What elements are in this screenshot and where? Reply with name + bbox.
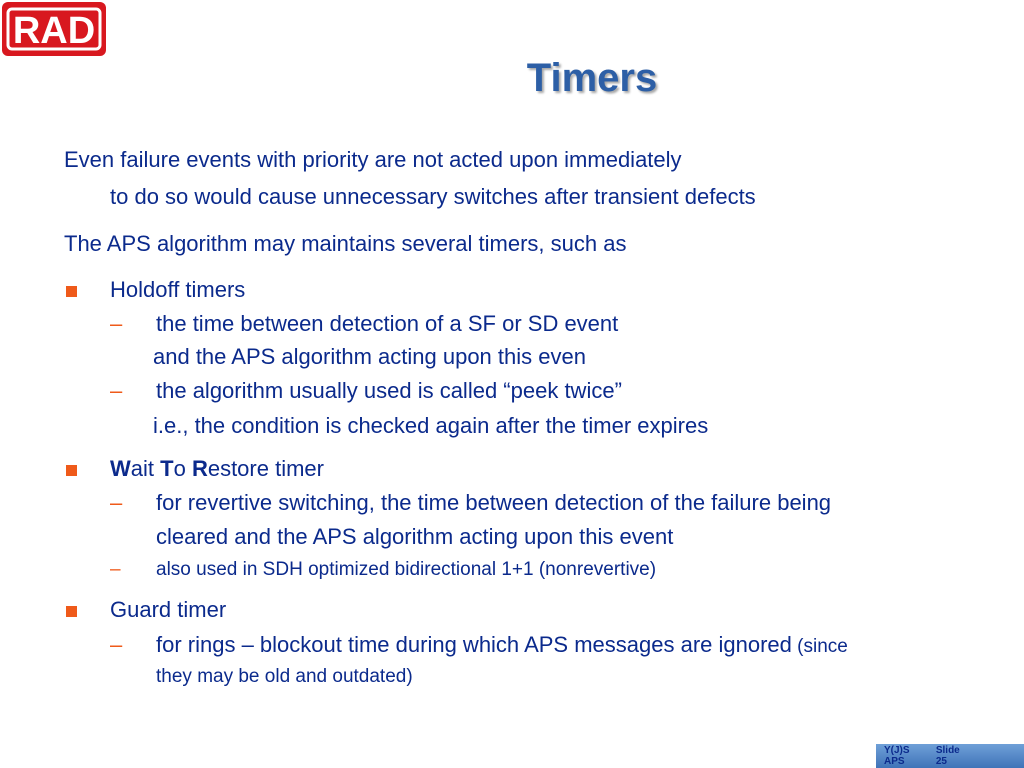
guard-sub1b: they may be old and outdated) — [156, 666, 413, 687]
rad-logo-mark — [6, 7, 102, 51]
guard-sub1a: for rings – blockout time during which APS messages are ignored — [156, 632, 792, 657]
guard-label: Guard timer — [110, 597, 227, 622]
body-line-1: Even failure events with priority are not acted upon immediately — [64, 147, 682, 172]
bullet-square-icon — [66, 465, 77, 476]
wtr-t: T — [160, 456, 174, 481]
guard-sub1a-small: (since — [791, 636, 848, 657]
holdoff-sub2a: the algorithm usually used is called “peek twice” — [156, 378, 622, 403]
body-line-3: The APS algorithm may maintains several timers, such as — [64, 231, 627, 256]
wtr-sub1a: for revertive switching, the time between detection of the failure being — [156, 490, 832, 515]
dash-bullet: – — [110, 632, 123, 657]
wtr-label — [110, 455, 324, 483]
svg-text:RAD: RAD — [12, 10, 96, 51]
dash-bullet: – — [110, 311, 123, 336]
holdoff-sub2b: i.e., the condition is checked again after the timer expires — [153, 413, 709, 438]
wtr-sub1b: cleared and the APS algorithm acting upon this event — [156, 524, 674, 549]
rad-logo — [2, 2, 106, 56]
holdoff-label: Holdoff timers — [110, 277, 246, 302]
dash-bullet: – — [110, 378, 123, 403]
body-line-2: to do so would cause unnecessary switches after transient defects — [110, 184, 756, 209]
holdoff-sub1a: the time between detection of a SF or SD event — [156, 311, 619, 336]
wtr-ait: ait — [130, 456, 161, 481]
dash-bullet: – — [110, 559, 121, 580]
slide-title: Timers — [526, 56, 658, 100]
wtr-estore: estore timer — [207, 456, 324, 481]
wtr-o: o — [173, 456, 192, 481]
holdoff-sub1b: and the APS algorithm acting upon this even — [153, 344, 586, 369]
guard-sub1a-line — [156, 631, 848, 661]
bullet-square-icon — [66, 286, 77, 297]
bullet-square-icon — [66, 606, 77, 617]
wtr-sub2: also used in SDH optimized bidirectional 1+1 (nonrevertive) — [156, 559, 657, 580]
wtr-w: W — [110, 456, 131, 481]
dash-bullet: – — [110, 490, 123, 515]
slide-footer — [876, 744, 1024, 768]
footer-deck: Y(J)S APS — [884, 745, 910, 767]
footer-slide-number: Slide 25 — [935, 745, 960, 767]
wtr-r: R — [191, 456, 208, 481]
